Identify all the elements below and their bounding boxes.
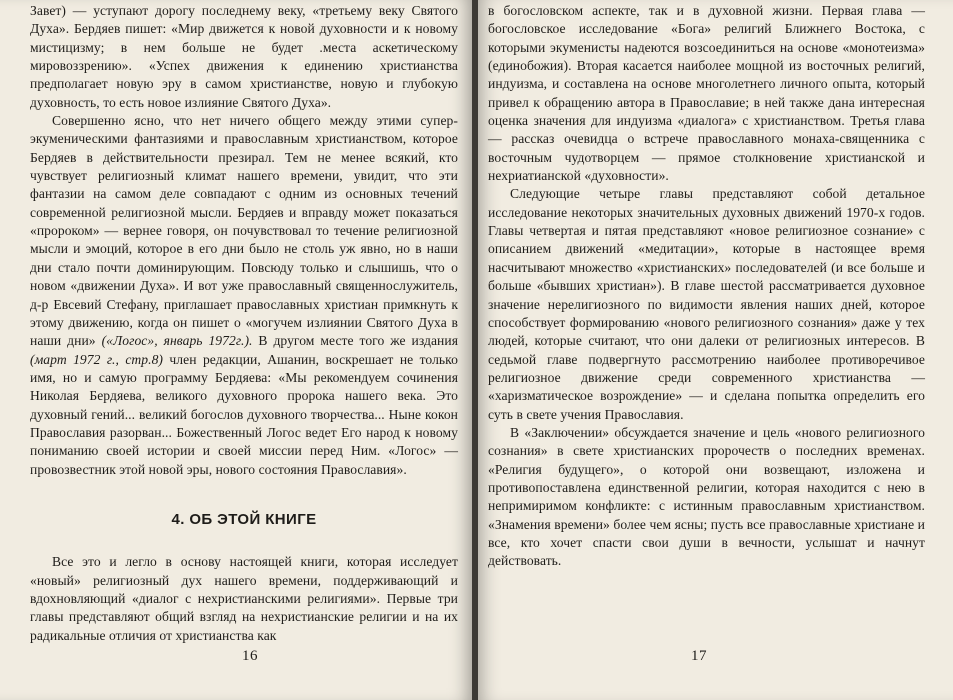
left-page bbox=[0, 0, 472, 700]
page-number-left: 16 bbox=[242, 648, 258, 664]
left-paragraph-2-continuation: В другом месте того же издания bbox=[258, 333, 458, 349]
left-paragraph-2 bbox=[30, 112, 458, 479]
citation-march: (март 1972 г., стр.8) bbox=[30, 351, 164, 367]
page-number-right: 17 bbox=[691, 648, 707, 664]
right-paragraph-2: Следующие четыре главы представляют собой детальное исследование некоторых значительных духовных движений 1970-х годов. Главы четвертая и пятая представляют «новое религиозное сознание» с описанием движений «медитации», которые в настоящее время насчитывают множество «христианских» последователей (и все больше и больше «бывших христиан»). В главе шестой рассматривается духовное значение нерелигиозного по видимости явления наших дней, которое способствует формированию «нового религиозного сознания» даже у тех людей, которые считают, что они далеки от религиозных интересов. В седьмой главе подвергнуто рассмотрению наиболее противоречивое религиозное движение среди современного христианства — «харизматическое возрождение» — и сделана попытка определить его суть в свете учения Православия. bbox=[488, 186, 925, 422]
section-heading: 4. ОБ ЭТОЙ КНИГЕ bbox=[171, 510, 317, 528]
left-paragraph-2-end: член редакции, Ашанин, воскрешает не только имя, но и самую программу Бердяева: «Мы рекомендуем сочинения Николая Бердяева, великого духовного пророка нашего века. Это духовный гений... великий богослов духовного творчества... Ныне кокон Православия разорван... Божественный Логос ведет Его народ к новому пониманию своей истории и своей миссии перед Ним. «Логос» — провозвестник этой новой эры, нового состояния Православия». bbox=[30, 351, 458, 477]
right-paragraph-3: В «Заключении» обсуждается значение и цель «нового религиозного сознания» в свете христианских пророчеств о последних временах. «Религия будущего», о которой они возвещают, изложена и противопоставлена единственной религии, которая находится с нею в непримиримом конфликте: с истинным православным христианством. «Знамения времени» более чем ясны; пусть все православные христиане и все, кто хочет спасти свои души в вечности, услышат и начнут действовать. bbox=[488, 424, 925, 569]
right-paragraph-1: в богословском аспекте, так и в духовной жизни. Первая глава — богословское исследование «Бога» религий Ближнего Востока, с которыми экуменисты надеются возсоединиться на основе «монотеизма» (единобожия). Вторая касается наиболее мощной из восточных религий, индуизма, и составлена на основе многолетнего личного опыта, который привел к обращению автора в Православие; в ней также дана интересная оценка значения для индуизма «диалога» с христианством. Третья глава — рассказ очевидца о встрече православного монаха-священника с восточным чудотворцем — прямое столкновение христианской и нехриатианской «духовности». bbox=[488, 3, 925, 184]
left-page-text bbox=[30, 2, 458, 645]
right-page bbox=[478, 0, 953, 700]
right-page-text bbox=[488, 2, 925, 571]
citation-logos-january: («Логос», январь 1972г.). bbox=[101, 333, 253, 349]
left-paragraph-1: Завет) — уступают дорогу последнему веку, «третьему веку Святого Духа». Бердяев пишет: «Мир движется к новой духовности и к новому мистицизму; в нем больше не будет .места аскетическому мировоззрению». «Успех движения к единению христианства предполагает новую эру в самом христианстве, новую и глубокую духовность, то есть новое излияние Святого Духа». bbox=[30, 3, 458, 110]
left-paragraph-2-text: Совершенно ясно, что нет ничего общего между этими супер-экуменическими фантазиями и православным христианством, которое Бердяев в действительности презирал. Тем не менее всякий, кто чувствует религиозный климат нашего времени, увидит, что эти фантазии на самом деле совпадают с одним из основных течений современной религиозной мысли. Бердяев и вправду может показаться «пророком» — вернее говоря, он почувствовал то течение религиозной мысли и эмоций, которое в его дни было не столь уж явно, но в наши дни стало почти доминирующим. Повсюду только и слышишь, что о новом «движении Духа». И вот уже православный священнослужитель, д-р Евсевий Стефану, приглашает православных христиан примкнуть к этому движению, когда он пишет о «могучем излиянии Святого Духа в наши дни» bbox=[30, 113, 458, 349]
left-paragraph-3: Все это и легло в основу настоящей книги, которая исследует «новый» религиозный дух нашего времени, поддерживающий и вдохновляющий «диалог с нехристианскими религиями». Первые три главы представляют общий взгляд на нехристианские религии и на их радикальные отличия от христианства как bbox=[30, 554, 458, 643]
